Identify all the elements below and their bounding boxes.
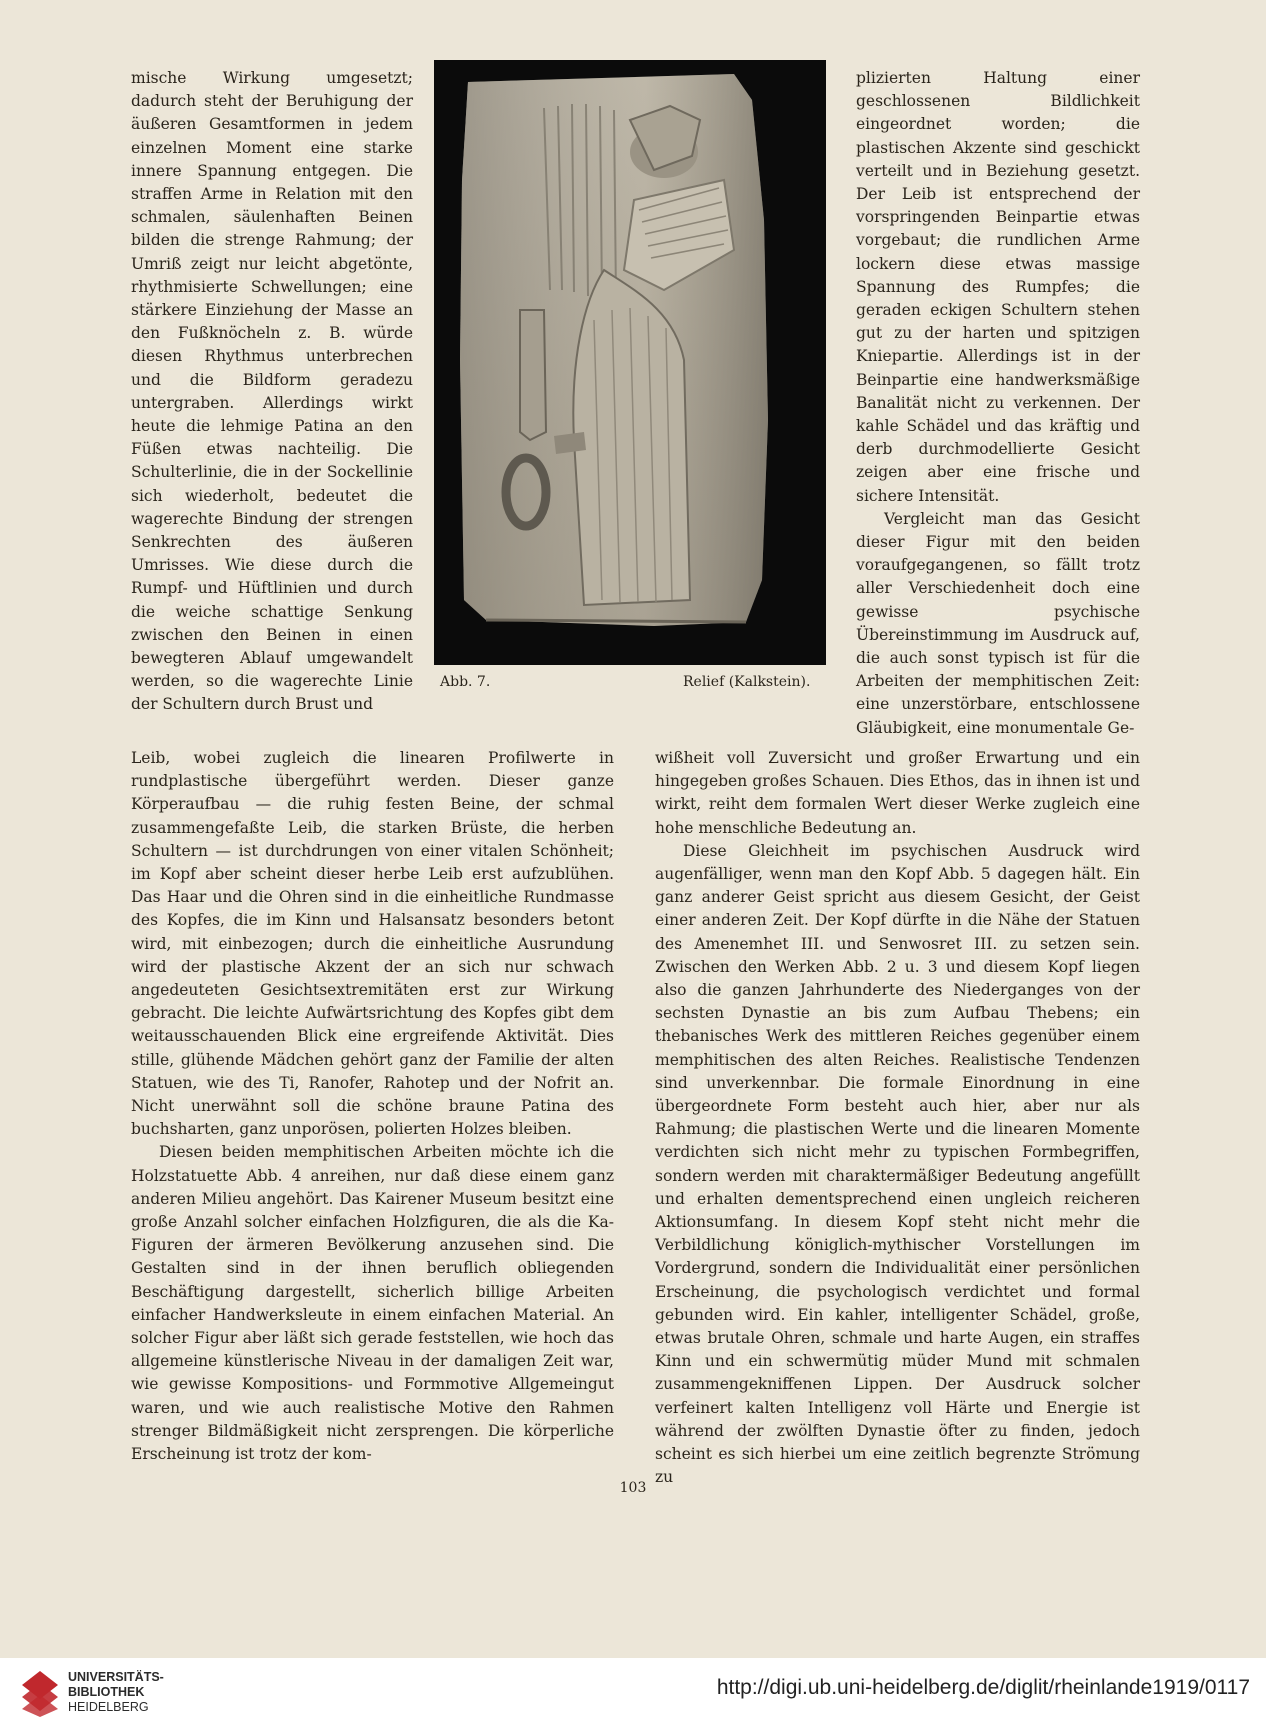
library-name[interactable] <box>68 1670 164 1715</box>
figure-label: Abb. 7. <box>440 674 491 690</box>
text-column-bottom-left <box>131 747 614 1466</box>
paragraph: plizierten Haltung einer geschlossenen Bildlichkeit eingeordnet worden; die plastischen Akzente sind geschickt verteilt und in Beziehung gesetzt. Der Leib ist entsprechend der vorspringenden Beinpartie etwas vorgebaut; die rundlichen Arme lockern diese etwas massige Spannung des Rumpfes; die geraden eckigen Schultern stehen gut zu der harten und spitzigen Kniepartie. Allerdings ist in der Beinpartie eine handwerksmäßige Banalität nicht zu verkennen. Der kahle Schädel und das kräftig und derb durchmodellierte Gesicht zeigen aber eine frische und sichere Intensität. <box>856 69 1140 505</box>
library-name-line: HEIDELBERG <box>68 1700 149 1714</box>
paragraph: Diesen beiden memphitischen Arbeiten möchte ich die Holzstatuette Abb. 4 anreihen, nur daß diese einem ganz anderen Milieu angehört. Das Kairener Museum besitzt eine große Anzahl solcher einfachen Holzfiguren, die als die Ka-Figuren der ärmeren Bevölkerung anzusehen sind. Die Gestalten sind in der ihnen beruflich obliegenden Beschäftigung dargestellt, sicherlich billige Arbeiten einfacher Handwerksleute in einem einfachen Material. An solcher Figur aber läßt sich gerade feststellen, wie hoch das allgemeine künstlerische Niveau in der damaligen Zeit war, wie gewisse Kompositions- und Formmotive Allgemeingut waren, und wie auch realistische Motive den Rahmen strenger Bildmäßigkeit nicht zersprengen. Die körperliche Erscheinung ist trotz der kom- <box>131 1143 614 1464</box>
text-column-bottom-right <box>655 747 1140 1490</box>
paragraph: mische Wirkung umgesetzt; dadurch steht der Beruhigung der äußeren Gesamtformen in jedem einzelnen Moment eine starke innere Spannung entgegen. Die straffen Arme in Relation mit den schmalen, säulenhaften Beinen bilden die strenge Rahmung; der Umriß zeigt nur leicht abgetönte, rhythmisierte Schwellungen; eine stärkere Einziehung der Masse an den Fußknöcheln z. B. würde diesen Rhythmus unterbrechen und die Bildform geradezu untergraben. Allerdings wirkt heute die lehmige Patina an den Füßen etwas nachteilig. Die Schulterlinie, die in der Sockellinie sich wiederholt, bedeutet die wagerechte Bindung der strengen Senkrechten des äußeren Umrisses. Wie diese durch die Rumpf- und Hüftlinien und durch die weiche schattige Senkung zwischen den Beinen in einen bewegteren Ablauf umgewandelt werden, so die wagerechte Linie der Schultern durch Brust und <box>131 69 413 714</box>
library-name-line: BIBLIOTHEK <box>68 1685 145 1699</box>
text-column-right-top <box>856 67 1140 740</box>
paragraph: Leib, wobei zugleich die linearen Profilwerte in rundplastische übergeführt werden. Dieser ganze Körperaufbau — die ruhig festen Beine, der schmal zusammengefaßte Leib, die starken Brüste, die herben Schultern — ist durchdrungen von einer vitalen Schönheit; im Kopf aber scheint dieser herbe Leib erst aufzublühen. Das Haar und die Ohren sind in die einheitliche Rundmasse des Kopfes, die im Kinn und Halsansatz besonders betont wird, mit einbezogen; durch die einheitliche Ausrundung wird der plastische Akzent der an sich nur schwach angedeuteten Gesichtsextremitäten erst zur Wirkung gebracht. Die leichte Aufwärtsrichtung des Kopfes gibt dem weitausschauenden Blick eine ergreifende Aktivität. Dies stille, glühende Mädchen gehört ganz der Familie der alten Statuen, wie des Ti, Ranofer, Rahotep und der Nofrit an. Nicht unerwähnt soll die schöne braune Patina des buchsharten, ganz unporösen, polierten Holzes bleiben. <box>131 749 614 1139</box>
paragraph: wißheit voll Zuversicht und großer Erwartung und ein hingegeben großes Schauen. Dies Ethos, das in ihnen ist und wirkt, reiht dem formalen Wert dieser Werke zugleich eine hohe menschliche Bedeutung an. <box>655 749 1140 837</box>
paragraph: Vergleicht man das Gesicht dieser Figur mit den beiden voraufgegangenen, so fällt trotz aller Verschiedenheit doch eine gewisse psychische Übereinstimmung im Ausdruck auf, die auch sonst typisch ist für die Arbeiten der memphitischen Zeit: eine unzerstörbare, entschlossene Gläubigkeit, eine monumentale Ge- <box>856 509 1140 737</box>
figure-relief-image <box>434 60 826 665</box>
page-url-link[interactable]: http://digi.ub.uni-heidelberg.de/diglit/rheinlande1919/0117 <box>716 1676 1250 1699</box>
text-column-left-top <box>131 67 413 717</box>
university-library-logo-icon[interactable] <box>18 1665 62 1717</box>
figure-caption: Relief (Kalkstein). <box>683 674 811 690</box>
page-number: 103 <box>619 1480 647 1496</box>
relief-photo-icon <box>434 60 826 665</box>
library-name-line: UNIVERSITÄTS- <box>68 1670 164 1684</box>
paragraph: Diese Gleichheit im psychischen Ausdruck wird augenfälliger, wenn man den Kopf Abb. 5 dagegen hält. Ein ganz anderer Geist spricht aus diesem Gesicht, der Geist einer anderen Zeit. Der Kopf dürfte in die Nähe der Statuen des Amenemhet III. und Senwosret III. zu setzen sein. Zwischen den Werken Abb. 2 u. 3 und diesem Kopf liegen also die ganzen Jahrhunderte des Niederganges von der sechsten Dynastie an bis zum Aufbau Thebens; ein thebanisches Werk des mittleren Reiches gegenüber einem memphitischen des alten Reiches. Realistische Tendenzen sind unverkennbar. Die formale Einordnung in eine übergeordnete Form besteht auch hier, aber nur als Rahmung; die plastischen Werte und die linearen Momente verdichten sich nicht mehr zu typischen Formbegriffen, sondern werden mit charaktermäßiger Bedeutung angefüllt und erhalten dementsprechend einen ungleich reicheren Aktionsumfang. In diesem Kopf steht nicht mehr die Verbildlichung königlich-mythischer Vorstellungen im Vordergrund, sondern die Individualität einer persönlichen Erscheinung, die psychologisch verdichtet und formal gebunden wird. Ein kahler, intelligenter Schädel, große, etwas brutale Ohren, schmale und harte Augen, ein straffes Kinn und ein schwermütig müder Mund mit schmalen zusammengekniffenen Lippen. Der Ausdruck solcher verfeinert kalten Intelligenz voll Härte und Energie ist während der zwölften Dynastie öfter zu finden, jedoch scheint es sich hierbei um eine zeitlich begrenzte Strömung zu <box>655 841 1140 1487</box>
viewer-footer <box>0 1658 1266 1724</box>
